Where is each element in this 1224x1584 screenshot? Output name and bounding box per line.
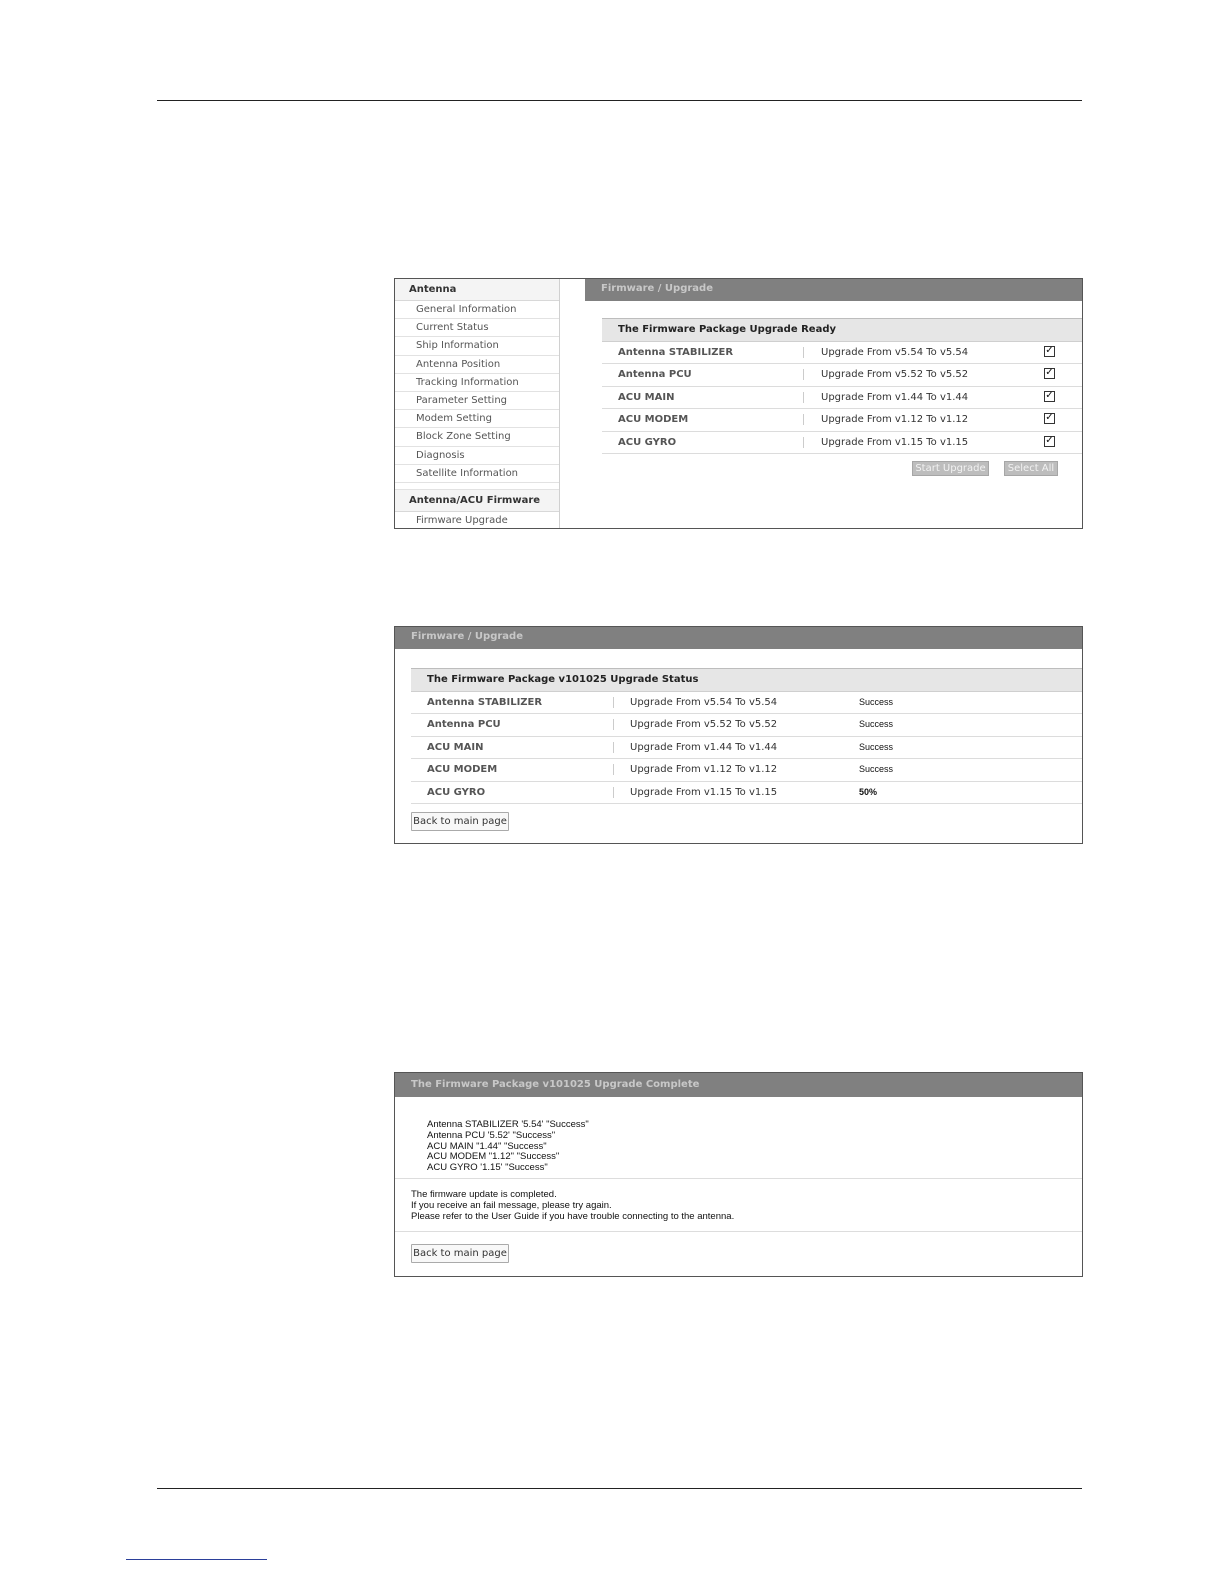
page-title: Firmware / Upgrade (395, 627, 1082, 649)
sidebar-item-block-zone-setting[interactable]: Block Zone Setting (395, 428, 559, 446)
status-text: Success (859, 719, 894, 730)
component-name: ACU GYRO (427, 786, 486, 798)
component-name: Antenna PCU (427, 719, 501, 731)
sidebar-item-ship-information[interactable]: Ship Information (395, 337, 559, 355)
column-divider (803, 392, 804, 403)
divider (395, 1231, 1082, 1232)
sidebar-item-general-information[interactable]: General Information (395, 301, 559, 319)
column-divider (803, 347, 804, 358)
row-checkbox[interactable]: ✓ (1045, 367, 1054, 379)
result-line: ACU GYRO '1.15' "Success" (427, 1162, 548, 1174)
back-to-main-page-button[interactable]: Back to main page (411, 1244, 509, 1263)
column-divider (613, 764, 614, 775)
sidebar (395, 279, 560, 528)
sidebar-spacer (395, 483, 559, 490)
sidebar-section-firmware: Antenna/ACU Firmware (395, 490, 559, 512)
upgrade-ready-table (602, 318, 1082, 454)
upgrade-version: Upgrade From v1.15 To v1.15 (821, 436, 969, 448)
firmware-upgrade-status-screenshot (394, 626, 1083, 844)
sidebar-item-antenna-position[interactable]: Antenna Position (395, 356, 559, 374)
result-line: Antenna PCU '5.52' "Success" (427, 1129, 556, 1141)
table-row (411, 737, 1083, 759)
component-name: Antenna STABILIZER (427, 697, 543, 708)
component-name: Antenna PCU (618, 369, 692, 381)
footnote-link-underline (126, 1559, 267, 1560)
status-text: Success (859, 741, 894, 752)
upgrade-version: Upgrade From v5.52 To v5.52 (630, 719, 778, 731)
upgrade-version: Upgrade From v1.44 To v1.44 (630, 741, 778, 753)
sidebar-section-antenna: Antenna (395, 279, 559, 301)
sidebar-item-satellite-information[interactable]: Satellite Information (395, 465, 559, 483)
table-row (411, 714, 1083, 736)
column-divider (803, 437, 804, 448)
status-text: Success (859, 764, 894, 775)
row-checkbox[interactable]: ✓ (1045, 345, 1054, 356)
result-line: ACU MODEM "1.12" "Success" (427, 1151, 560, 1163)
upgrade-version: Upgrade From v5.54 To v5.54 (630, 697, 778, 708)
component-name: ACU MAIN (618, 391, 675, 403)
sidebar-item-firmware-upgrade[interactable]: Firmware Upgrade (395, 512, 559, 529)
column-divider (803, 369, 804, 380)
table-row (411, 692, 1083, 714)
row-checkbox[interactable]: ✓ (1045, 434, 1054, 446)
table-row (411, 782, 1083, 804)
column-divider (613, 742, 614, 753)
sidebar-item-tracking-information[interactable]: Tracking Information (395, 374, 559, 392)
page-title: The Firmware Package v101025 Upgrade Complete (395, 1073, 1082, 1097)
sidebar-item-diagnosis[interactable]: Diagnosis (395, 447, 559, 465)
row-checkbox[interactable]: ✓ (1045, 389, 1054, 401)
column-divider (613, 697, 614, 708)
component-name: ACU MODEM (618, 414, 689, 426)
upgrade-version: Upgrade From v1.12 To v1.12 (821, 414, 969, 426)
column-divider (613, 719, 614, 730)
footer-rule (157, 1488, 1082, 1489)
upgrade-version: Upgrade From v5.52 To v5.52 (821, 369, 969, 381)
column-divider (803, 414, 804, 425)
upgrade-version: Upgrade From v1.15 To v1.15 (630, 786, 778, 798)
table-row (602, 342, 1082, 364)
component-name: ACU MAIN (427, 741, 484, 753)
component-name: ACU MODEM (427, 764, 498, 776)
row-checkbox[interactable]: ✓ (1045, 412, 1054, 424)
completion-message (411, 1190, 734, 1222)
status-text: Success (859, 697, 894, 707)
upgrade-status-table (411, 668, 1083, 804)
divider (395, 1178, 1082, 1179)
header-rule (157, 100, 1082, 101)
result-line: Antenna STABILIZER '5.54' "Success" (427, 1119, 589, 1130)
status-text: 50% (859, 786, 878, 797)
table-row (602, 364, 1082, 386)
component-name: Antenna STABILIZER (618, 347, 734, 358)
component-name: ACU GYRO (618, 436, 677, 448)
result-line: ACU MAIN "1.44" "Success" (427, 1140, 547, 1152)
table-row (411, 759, 1083, 781)
page-title: Firmware / Upgrade (585, 279, 1082, 301)
table-title: The Firmware Package v101025 Upgrade Status (411, 668, 1083, 692)
upgrade-version: Upgrade From v1.44 To v1.44 (821, 391, 969, 403)
message-line: The firmware update is completed. (411, 1189, 557, 1200)
firmware-upgrade-ready-screenshot (394, 278, 1083, 529)
table-row (602, 387, 1082, 409)
upgrade-results-list (427, 1120, 589, 1174)
sidebar-item-current-status[interactable]: Current Status (395, 319, 559, 337)
back-to-main-page-button[interactable]: Back to main page (411, 812, 509, 831)
upgrade-version: Upgrade From v5.54 To v5.54 (821, 347, 969, 358)
upgrade-version: Upgrade From v1.12 To v1.12 (630, 764, 778, 776)
table-row (602, 409, 1082, 431)
column-divider (613, 787, 614, 798)
main-panel (585, 279, 1082, 528)
table-row (602, 432, 1082, 454)
sidebar-item-modem-setting[interactable]: Modem Setting (395, 410, 559, 428)
sidebar-item-parameter-setting[interactable]: Parameter Setting (395, 392, 559, 410)
start-upgrade-button[interactable]: Start Upgrade (912, 461, 989, 476)
table-title: The Firmware Package Upgrade Ready (602, 318, 1082, 342)
message-line: Please refer to the User Guide if you have trouble connecting to the antenna. (411, 1210, 735, 1222)
message-line: If you receive an fail message, please try again. (411, 1199, 612, 1211)
firmware-upgrade-complete-screenshot (394, 1072, 1083, 1277)
select-all-button[interactable]: Select All (1004, 461, 1058, 476)
